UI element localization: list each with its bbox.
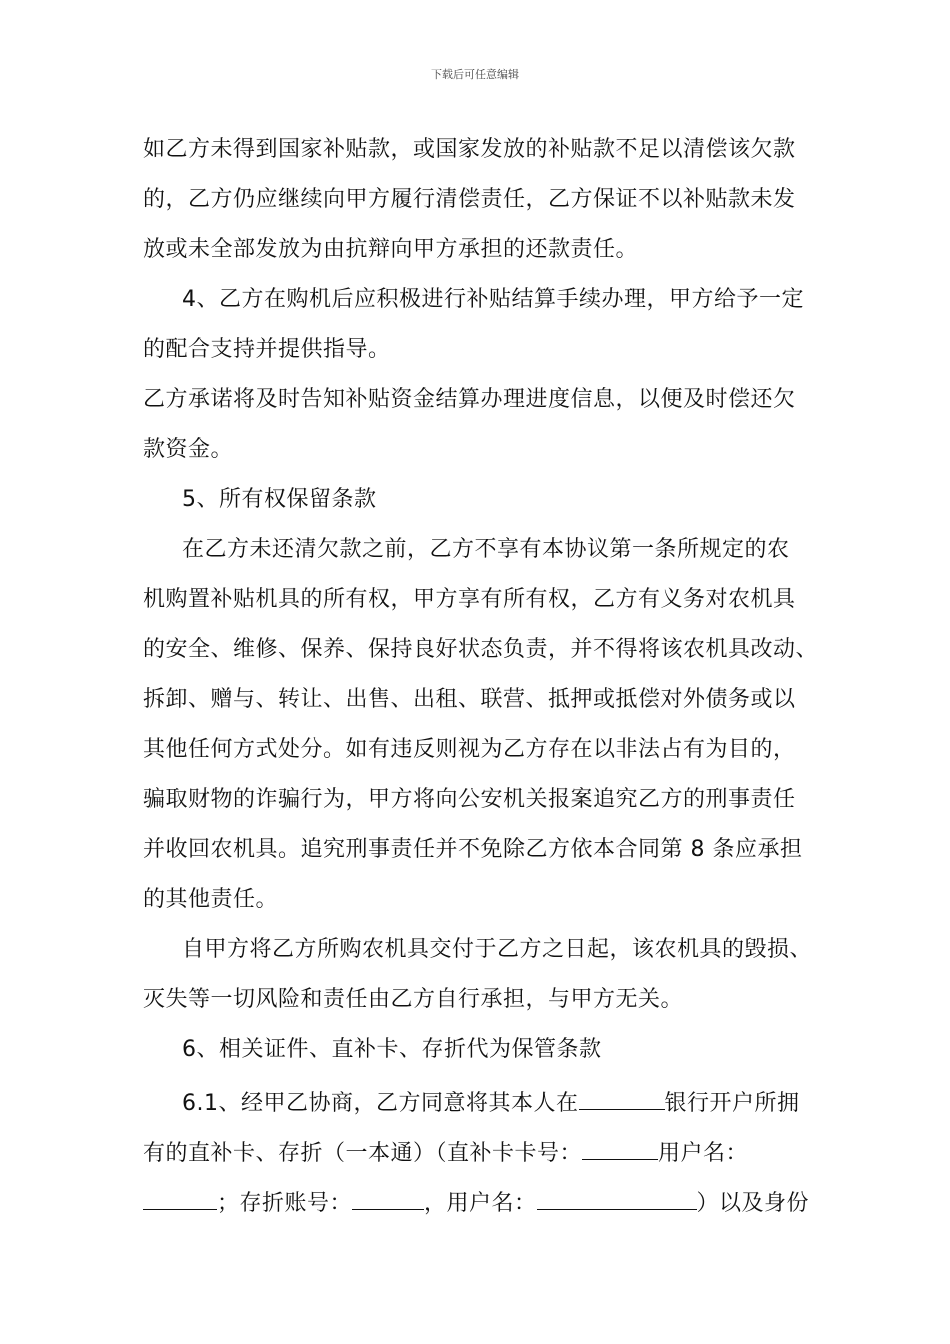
clause-6-1-line-3 <box>143 1185 843 1215</box>
clause-5-heading: 5、所有权保留条款 <box>182 487 377 512</box>
clause-4-heading: 4、乙方在购机后应积极进行补贴结算手续办理，甲方给予一定 <box>182 287 804 312</box>
text-line: 乙方承诺将及时告知补贴资金结算办理进度信息，以便及时偿还欠 <box>143 387 796 412</box>
clause-text: ）以及身份 <box>696 1191 810 1215</box>
clause-text: ，用户名： <box>424 1191 537 1215</box>
text-line: 拆卸、赠与、转让、出售、出租、联营、抵押或抵偿对外债务或以 <box>143 687 796 712</box>
passbook-account-blank <box>352 1185 424 1210</box>
bank-name-blank <box>579 1085 665 1110</box>
page-header: 下载后可任意编辑 <box>431 68 519 81</box>
text-line: 骗取财物的诈骗行为，甲方将向公安机关报案追究乙方的刑事责任 <box>143 787 796 812</box>
clause-6-heading: 6、相关证件、直补卡、存折代为保管条款 <box>182 1037 602 1062</box>
clause-6-1-line-1 <box>182 1085 882 1115</box>
card-user-name-label: 用户名： <box>658 1141 749 1165</box>
text-line: 如乙方未得到国家补贴款，或国家发放的补贴款不足以清偿该欠款 <box>143 137 796 162</box>
text-line: 其他任何方式处分。如有违反则视为乙方存在以非法占有为目的， <box>143 737 796 762</box>
text-line: 并收回农机具。追究刑事责任并不免除乙方依本合同第 8 条应承担 <box>143 837 803 862</box>
clause-text: 有的直补卡、存折（一本通）（直补卡卡号： <box>143 1141 583 1165</box>
text-line: 的配合支持并提供指导。 <box>143 337 391 362</box>
text-line: 的其他责任。 <box>143 887 279 912</box>
text-line: 灭失等一切风险和责任由乙方自行承担，与甲方无关。 <box>143 987 684 1012</box>
clause-6-1-line-2 <box>143 1135 843 1165</box>
clause-text: ；存折账号： <box>217 1191 353 1215</box>
text-line: 的安全、维修、保养、保持良好状态负责，并不得将该农机具改动、 <box>143 637 819 662</box>
card-number-blank <box>582 1135 658 1160</box>
text-line: 的，乙方仍应继续向甲方履行清偿责任，乙方保证不以补贴款未发 <box>143 187 796 212</box>
text-line: 自甲方将乙方所购农机具交付于乙方之日起，该农机具的毁损、 <box>182 937 813 962</box>
passbook-user-name-blank <box>537 1185 697 1210</box>
clause-text: 6.1、经甲乙协商，乙方同意将其本人在 <box>182 1091 579 1115</box>
text-line: 放或未全部发放为由抗辩向甲方承担的还款责任。 <box>143 237 639 262</box>
text-line: 款资金。 <box>143 437 234 462</box>
text-line: 在乙方未还清欠款之前，乙方不享有本协议第一条所规定的农 <box>182 537 790 562</box>
card-user-name-blank <box>143 1185 217 1210</box>
clause-text: 银行开户所拥 <box>664 1091 800 1115</box>
text-line: 机购置补贴机具的所有权，甲方享有所有权，乙方有义务对农机具 <box>143 587 796 612</box>
